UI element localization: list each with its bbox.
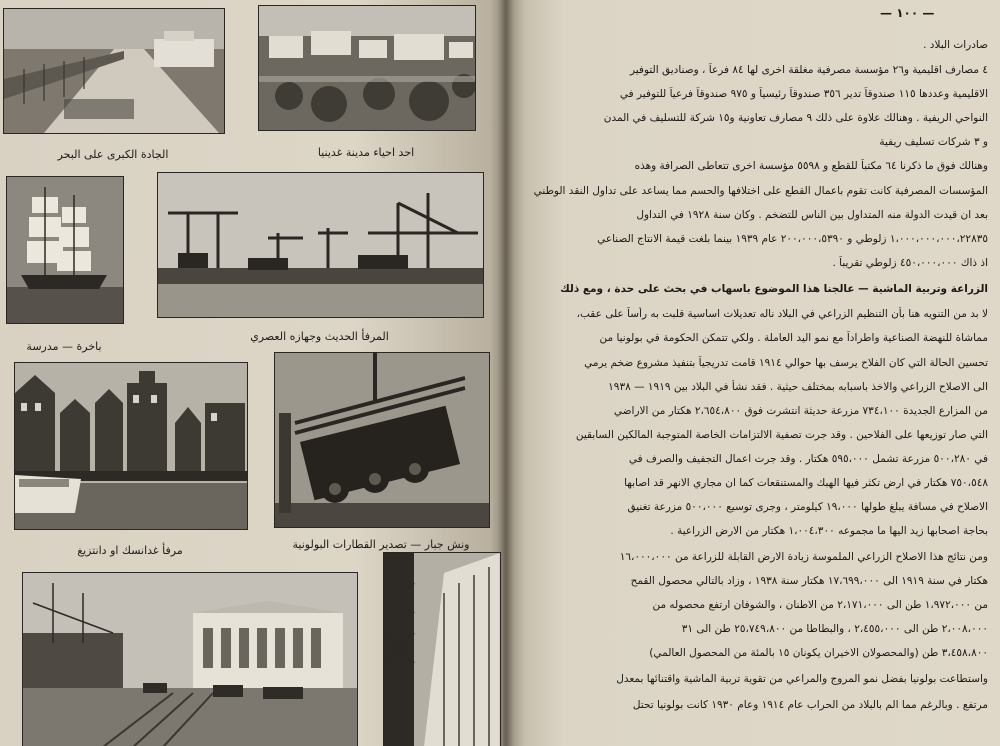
text-line: بحاجة اصحابها زيد اليها ما مجموعه ١،٠٠٤،٣٠٠ هكتار من الارض الزراعية . — [670, 525, 988, 537]
photo-locomotive-crane — [274, 352, 490, 528]
caption-port: المرفأ الحديث وجهازه العصري — [250, 330, 389, 343]
text-line: المؤسسات المصرفية كانت تقوم باعمال القطع على اختلافها والحسم مما يساعد على تداول النقد الوطني — [533, 185, 988, 197]
caption-crane: ونش جبار — تصدير القطارات البولونية — [292, 538, 470, 551]
text-line: واستطاعت بولونيا بفضل نمو المروج والمراعي من تقوية تربية الماشية واقتنائها بمعدل — [616, 673, 988, 685]
text-line: تحسين الحالة التي كان الفلاح يرسف بها حوالي ١٩١٤ قامت تدريجياً بتنفيذ مشروع ضخم يرمي — [584, 357, 988, 369]
text-line: ٧٥٠،٥٤٨ هكتار في ارض تكثر فيها الهبك والمستنقعات كما ان مجاري الانهر قد اصابها — [624, 477, 988, 489]
text-line: ٢،٠٠٨،٠٠٠ طن الى ٢،٤٥٥،٠٠٠ ، والبطاطا من ٢٥،٧٤٩،٨٠٠ طن الى ٣١ — [681, 623, 988, 635]
photo-station-quay — [22, 572, 358, 746]
text-line: هكتار في سنة ١٩١٩ الى ١٧،٦٩٩،٠٠٠ هكتار سنة ١٩٣٨ ، وزاد بالتالي محصول القمح — [630, 575, 988, 587]
text-line: ٤ مصارف اقليمية و٢٦ مؤسسة مصرفية مغلقة اخرى لها ٨٤ فرعاً ، وصناديق التوفير — [629, 64, 988, 76]
photo-city-district — [258, 5, 476, 131]
text-line: وهنالك فوق ما ذكرنا ٦٤ مكتباً للقطع و ٥٥٩٨ مؤسسة اخرى تتعاطى الصرافة وهذه — [634, 160, 988, 172]
text-line: التي صار توزيعها على الفلاحين . وقد جرت تصفية الالتزامات الخاصة المتوجبة المالكين السابقين — [575, 429, 988, 441]
text-line: مماشاة للنهضة الصناعية واطراداً مع نمو اليد العاملة . ولكي تتمكن الحكومة في بولونيا من — [599, 332, 988, 344]
text-line: الاصلاح في مسافة يبلغ طولها ١٩،٠٠٠ كيلومتر ، وجرى توسيع ٥٠٠،٠٠٠ مزرعة تغنيق — [627, 501, 988, 513]
caption-ship: باخرة — مدرسة — [26, 340, 102, 353]
text-line: ٣،٤٥٨،٨٠٠ طن (والمحصولان الاخيران يكونان ١٥ بالمئة من المحصول العالمي) — [649, 647, 988, 659]
text-line: صادرات البلاد . — [923, 39, 988, 51]
photo-seaside-boulevard — [3, 8, 225, 134]
text-line: من المزارع الجديدة ٧٣٤،١٠٠ مزرعة حديثة انتشرت فوق ٢،٦٥٤،٨٠٠ هكتار من الاراضي — [613, 405, 988, 417]
right-page — [505, 0, 1000, 746]
photo-tall-structure — [383, 552, 501, 746]
caption-boulevard: الجادة الكبرى على البحر — [57, 148, 169, 161]
photo-training-ship — [6, 176, 124, 324]
caption-district: احد احياء مدينة غدينيا — [317, 146, 415, 159]
text-line: الى الاصلاح الزراعي والاخذ باسبابه بمختلف حيثية . فقد نشأ في البلاد بين ١٩١٩ — ١٩٣٨ — [608, 381, 988, 393]
text-line: في ٥٠٠،٢٨٠ مزرعة تشمل ٥٩٥،٠٠٠ هكتار . وقد جرت اعمال التجفيف والصرف في — [628, 453, 988, 465]
text-line: ومن نتائج هذا الاصلاح الزراعي الملموسة زيادة الارض القابلة للزراعة من ١٦،٠٠٠،٠٠٠ — [619, 551, 988, 563]
book-gutter — [498, 0, 514, 746]
text-line: و ٣ شركات تسليف ريفية — [879, 136, 988, 148]
text-line: لا بد من التنويه هنا بأن التنظيم الزراعي في البلاد ناله تعديلات اساسية قلبت به رأساً على عقب، — [576, 308, 988, 320]
text-line: بعد ان قيدت الدولة منه المتداول بين الناس للتضخم . وكان سنة ١٩٢٨ في التداول — [636, 209, 988, 221]
text-line: مرتفع . وبالرغم مما الم بالبلاد من الحراب عام ١٩١٤ وعام ١٩٣٠ كانت بولونيا تحتل — [632, 699, 988, 711]
text-line: النواحي الريفية . وهنالك علاوة على ذلك ٩ مصارف تعاونية و١٥ شركة للتسليف في المدن — [603, 112, 988, 124]
photo-gdansk-harbour — [14, 362, 248, 530]
text-line: الاقليمية وعددها ١١٥ صندوقاً تدير ٣٥٦ صندوقاً رئيسياً و ٩٧٥ صندوقاً فرعياً للتوفير في — [619, 88, 988, 100]
text-line: من ١،٩٧٢،٠٠٠ طن الى ٢،١٧١،٠٠٠ من الاطنان ، والشوفان ارتفع محصوله من — [652, 599, 988, 611]
page-number: — ١٠٠ — — [880, 6, 935, 20]
text-line: ١،٠٠٠،٠٠٠،٠٠٠،٢٢٨٣٥ زلوطي و ٢٠٠،٠٠٠،٥٣٩٠ عام ١٩٣٩ بينما بلغت قيمة الانتاج الصناعي — [597, 233, 988, 245]
caption-gdansk: مرفأ غدانسك او دانتزيغ — [77, 544, 183, 557]
text-line: اذ ذاك ٤٥٠،٠٠٠،٠٠٠ زلوطي تقريباً . — [832, 257, 988, 269]
section-heading-agriculture: الزراعة وتربية الماشية — عالجنا هذا الموضوع باسهاب في بحث على حدة ، ومع ذلك — [560, 283, 988, 295]
photo-modern-port — [157, 172, 484, 318]
